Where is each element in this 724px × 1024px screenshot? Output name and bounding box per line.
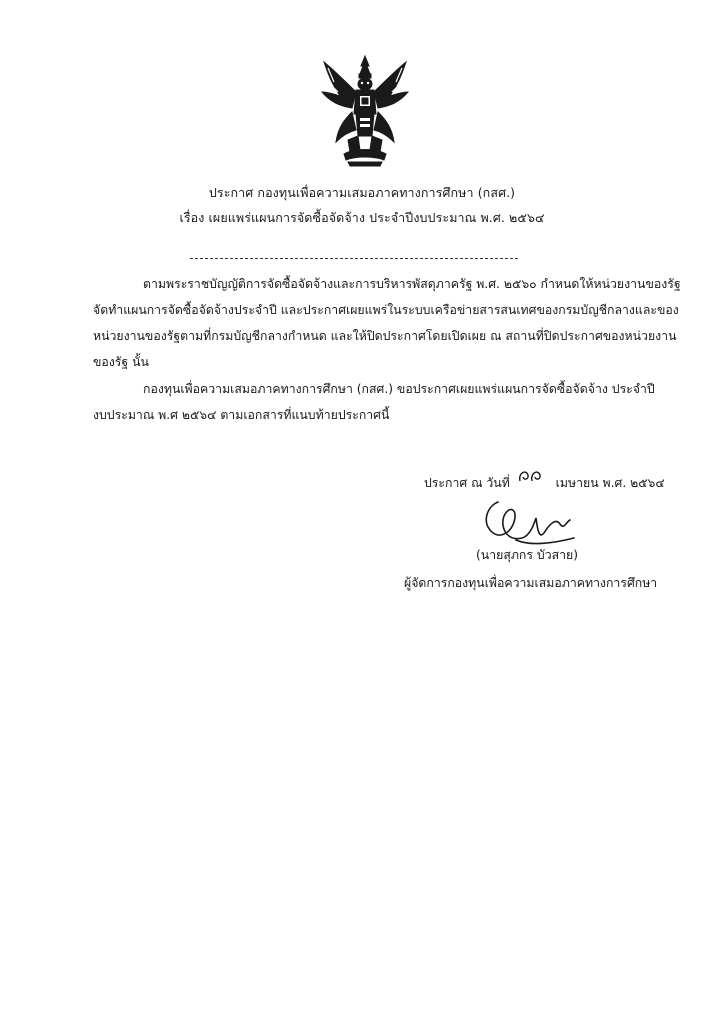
dashed-divider: [190, 258, 518, 259]
paragraph-2-line-1: กองทุนเพื่อความเสมอภาคทางการศึกษา (กสศ.) ขอประกาศเผยแพร่แผนการจัดซื้อจัดจ้าง ประจำปี: [143, 382, 655, 396]
garuda-emblem-icon: [318, 52, 412, 170]
paragraph-1-line-2: จัดทำแผนการจัดซื้อจัดจ้างประจำปี และประกาศเผยแพร่ในระบบเครือข่ายสารสนเทศของกรมบัญชีกลางและของ: [93, 303, 679, 317]
date-prefix: ประกาศ ณ วันที่: [424, 476, 510, 490]
announcement-title: ประกาศ กองทุนเพื่อความเสมอภาคทางการศึกษา (กสศ.): [208, 185, 516, 200]
paragraph-1-line-4: ของรัฐ นั้น: [93, 355, 149, 369]
date-suffix: เมษายน พ.ศ. ๒๕๖๔: [555, 476, 665, 490]
signer-name: (นายสุภกร บัวสาย): [476, 548, 579, 562]
announcement-date: [424, 467, 665, 493]
handwritten-day-icon: [514, 467, 552, 490]
paragraph-1-line-1: ตามพระราชบัญญัติการจัดซื้อจัดจ้างและการบริหารพัสดุภาครัฐ พ.ศ. ๒๕๖๐ กำหนดให้หน่วยงานของรัฐ: [143, 277, 681, 291]
paragraph-2-line-2: งบประมาณ พ.ศ ๒๕๖๔ ตามเอกสารที่แนบท้ายประกาศนี้: [93, 408, 390, 422]
paragraph-1-line-3: หน่วยงานของรัฐตามที่กรมบัญชีกลางกำหนด และให้ปิดประกาศโดยเปิดเผย ณ สถานที่ปิดประกาศของหน่วยงาน: [93, 329, 677, 343]
announcement-subject: เรื่อง เผยแพร่แผนการจัดซื้อจัดจ้าง ประจำปีงบประมาณ พ.ศ. ๒๕๖๔: [179, 210, 545, 225]
signer-position: ผู้จัดการกองทุนเพื่อความเสมอภาคทางการศึกษา: [404, 576, 658, 590]
